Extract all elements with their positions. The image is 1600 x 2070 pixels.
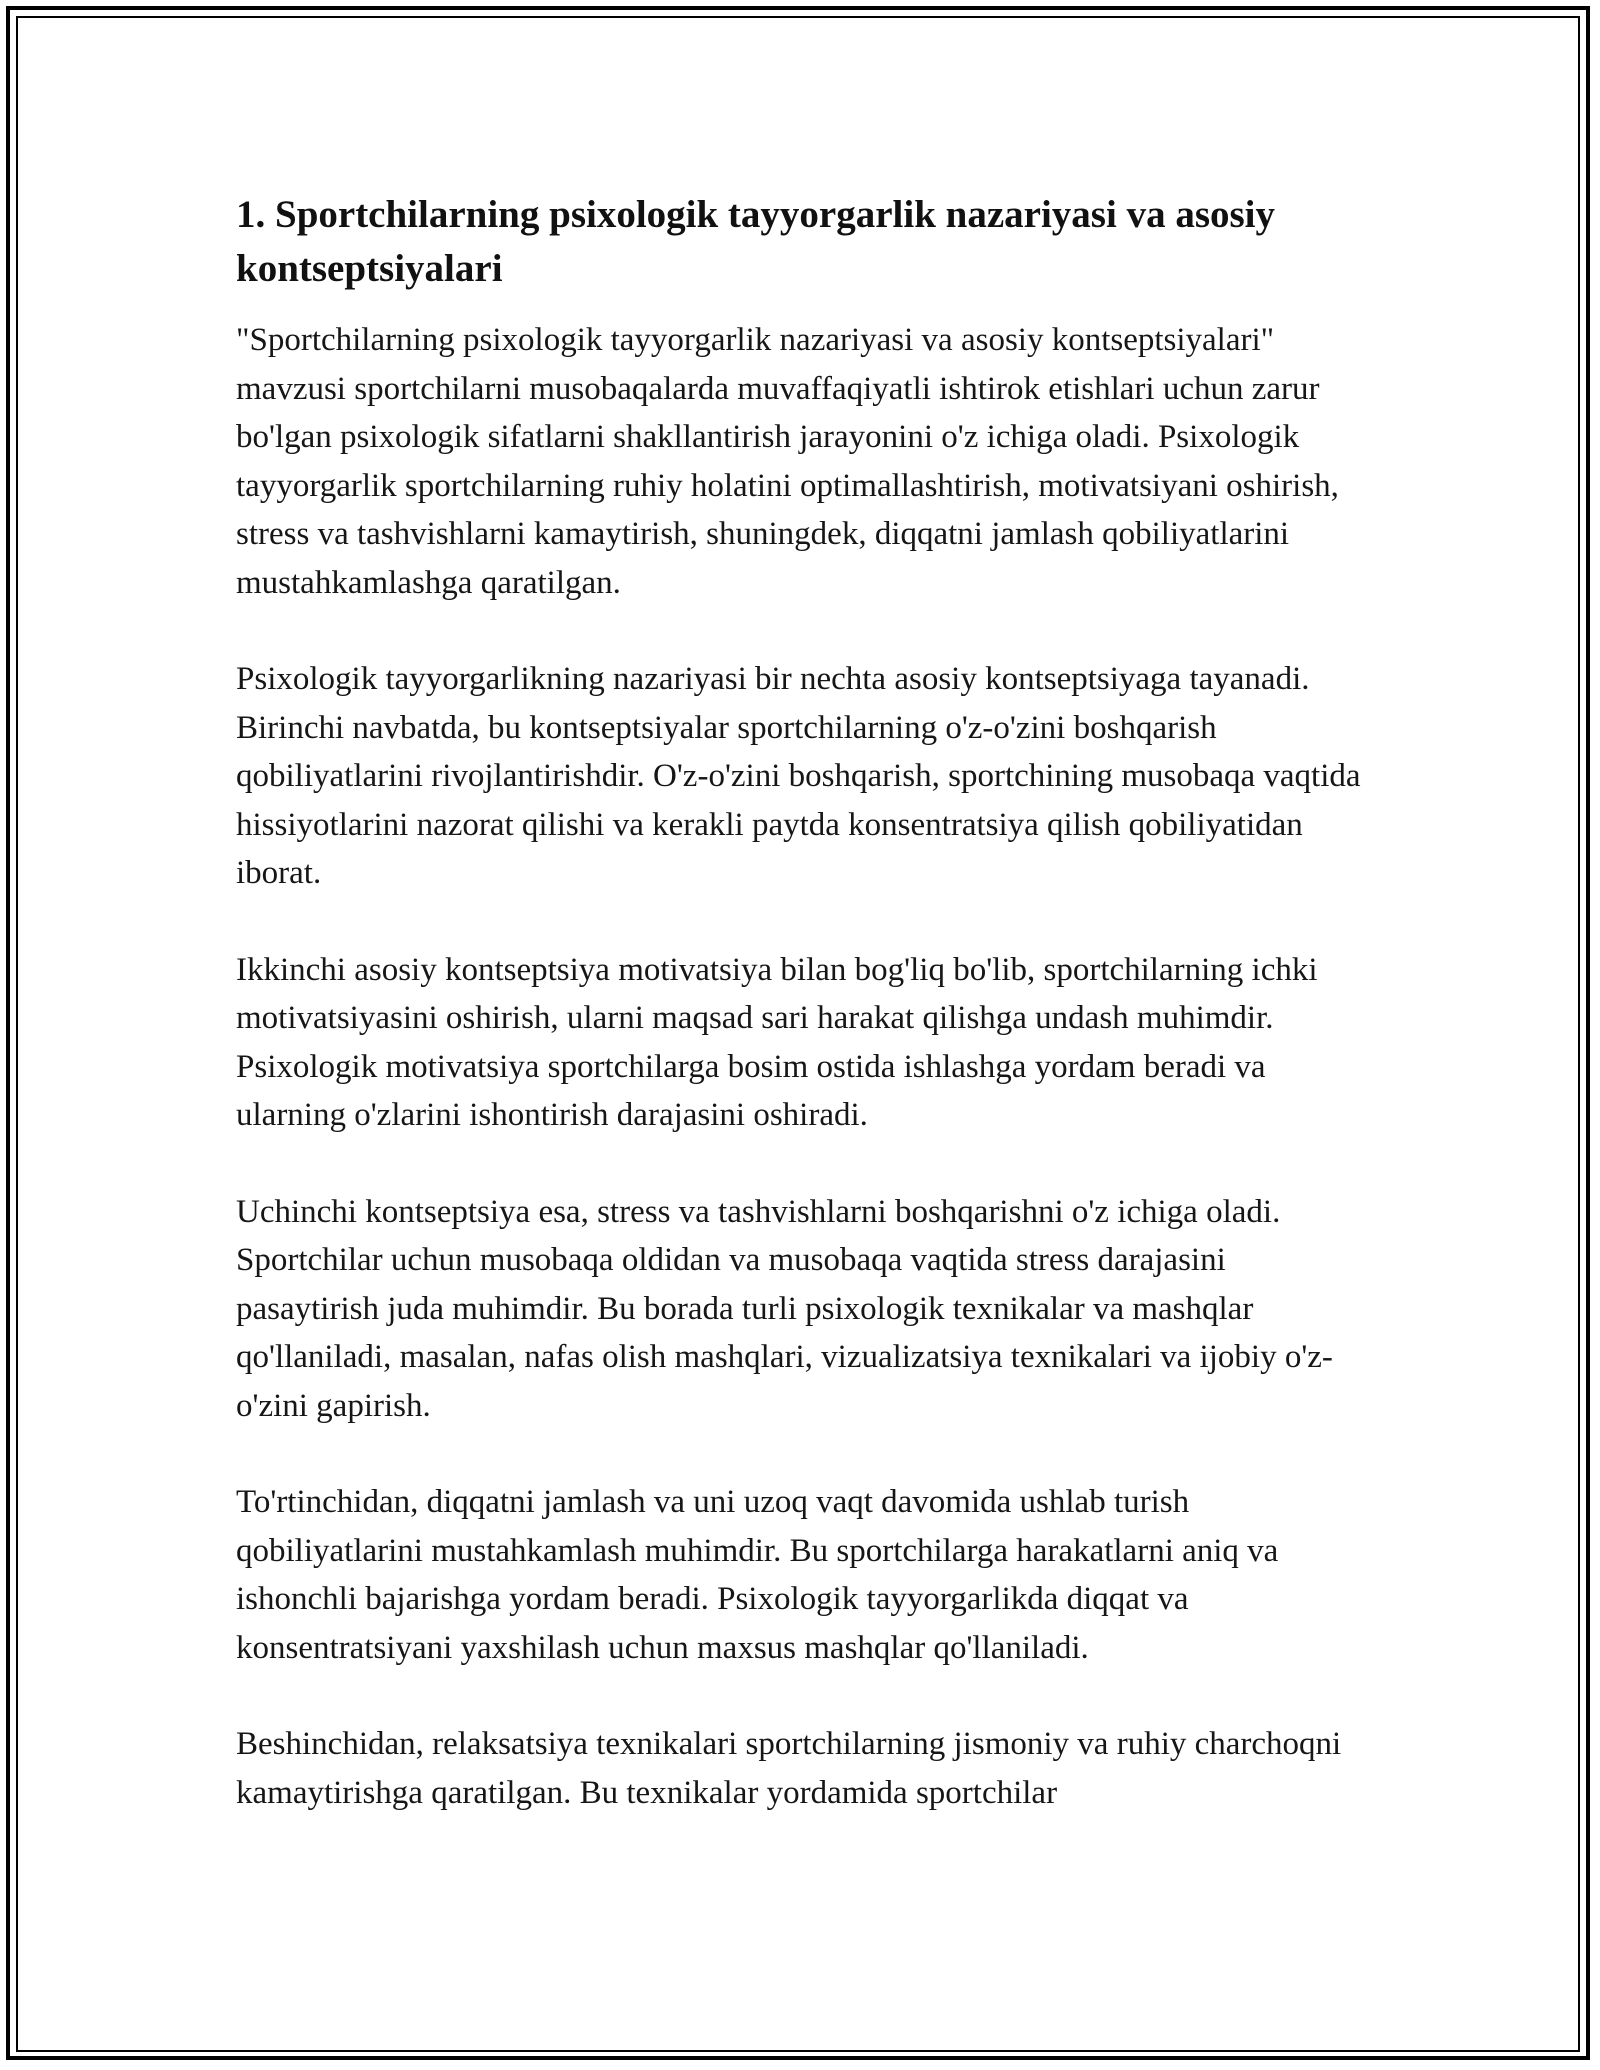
paragraph-intro: "Sportchilarning psixologik tayyorgarlik nazariyasi va asosiy kontseptsiyalari" mavzusi sportchilarni musobaqalarda muvaffaqiyatli ishtirok etishlari uchun zarur bo'lgan psixologik sifatlarni shakllantirish jarayonini o'z ichiga oladi. Psixologik tayyorgarlik sportchilarning ruhiy holatini optimallashtirish, motivatsiyani oshirish, stress va tashvishlarni kamaytirish, shuningdek, diqqatni jamlash qobiliyatlarini mustahkamlashga qaratilgan. [236,322,1339,601]
paragraph-concentration: To'rtinchidan, diqqatni jamlash va uni uzoq vaqt davomida ushlab turish qobiliyatlarini mustahkamlash muhimdir. Bu sportchilarga harakatlarni aniq va ishonchli bajarishga yordam beradi. Psixologik tayyorgarlikda diqqat va konsentratsiyani yaxshilash uchun maxsus mashqlar qo'llaniladi. [236,1484,1279,1666]
paragraph-self-regulation: Psixologik tayyorgarlikning nazariyasi bir nechta asosiy kontseptsiyaga tayanadi. Birinchi navbatda, bu kontseptsiyalar sportchilarning o'z-o'zini boshqarish qobiliyatlarini rivojlantirishdir. O'z-o'zini boshqarish, sportchining musobaqa vaqtida hissiyotlarini nazorat qilishi va kerakli paytda konsentratsiya qilish qobiliyatidan iborat. [236,661,1361,891]
paragraph-stress-management: Uchinchi kontseptsiya esa, stress va tashvishlarni boshqarishni o'z ichiga oladi. Sportchilar uchun musobaqa oldidan va musobaqa vaqtida stress darajasini pasaytirish juda muhimdir. Bu borada turli psixologik texnikalar va mashqlar qo'llaniladi, masalan, nafas olish mashqlari, vizualizatsiya texnikalari va ijobiy o'z-o'zini gapirish. [236,1193,1333,1424]
paragraph-relaxation: Beshinchidan, relaksatsiya texnikalari sportchilarning jismoniy va ruhiy charchoqni kamaytirishga qaratilgan. Bu texnikalar yordamida sportchilar [236,1726,1342,1811]
paragraph-motivation: Ikkinchi asosiy kontseptsiya motivatsiya bilan bog'liq bo'lib, sportchilarning ichki motivatsiyasini oshirish, ularni maqsad sari harakat qilishga undash muhimdir. Psixologik motivatsiya sportchilarga bosim ostida ishlashga yordam beradi va ularning o'zlarini ishontirish darajasini oshiradi. [236,951,1318,1133]
document-body [236,188,1376,1865]
section-title: 1. Sportchilarning psixologik tayyorgarlik nazariyasi va asosiy kontseptsiyalari [236,193,1276,290]
